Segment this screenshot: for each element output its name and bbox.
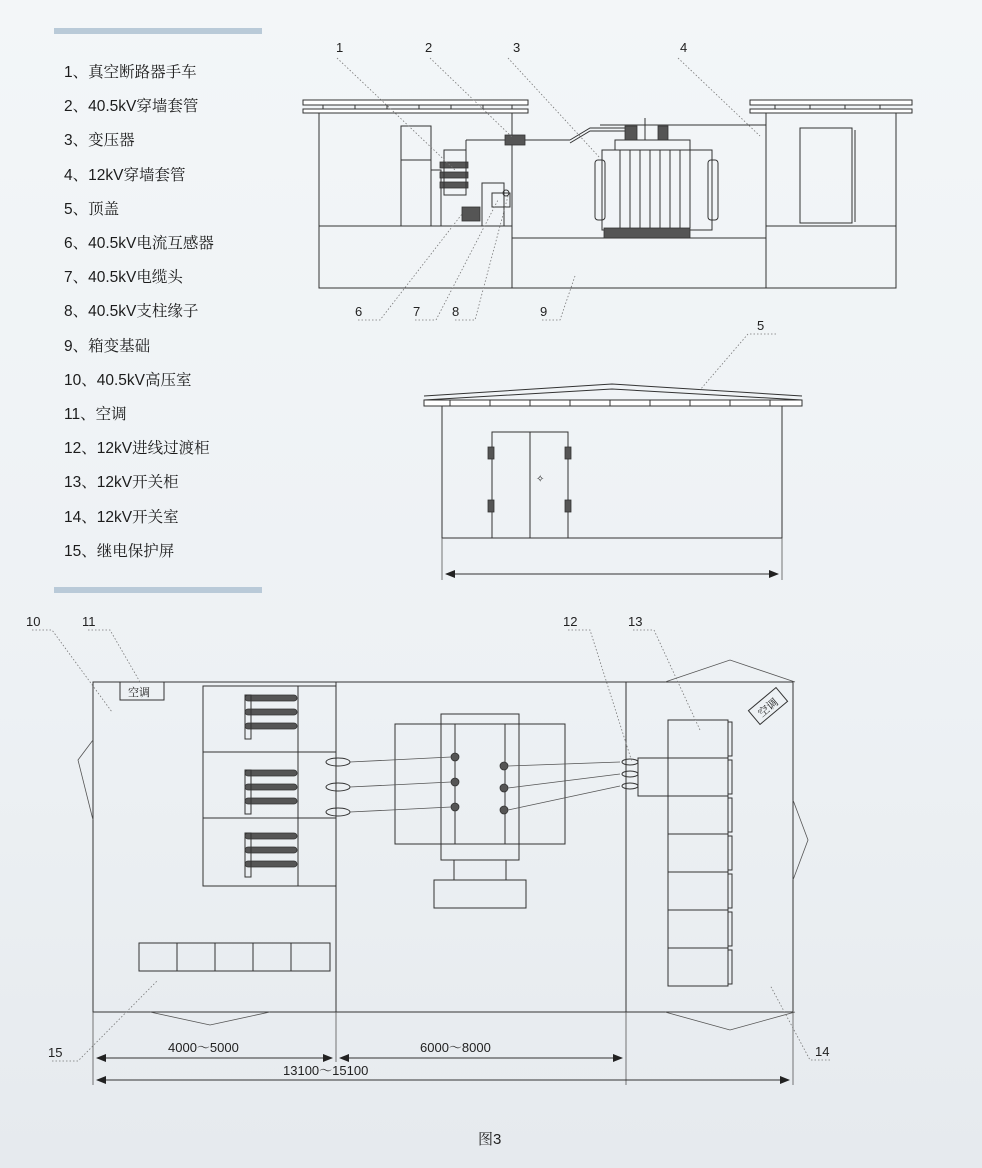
relay-protection-panels [139, 943, 330, 971]
dimension-middle: 6000～8000 [420, 1040, 491, 1055]
legend-item: 1、真空断路器手车 [64, 64, 197, 81]
legend-item: 7、40.5kV电缆头 [64, 269, 183, 287]
callout-12: 12 [563, 614, 578, 629]
breaker-group-1 [245, 695, 297, 739]
callout-3: 3 [513, 40, 521, 55]
legend-item: 13、12kV开关柜 [64, 474, 179, 492]
dimension-total: 13100～15100 [283, 1063, 369, 1078]
legend-item: 9、箱变基础 [64, 337, 151, 355]
dimension-left: 4000～5000 [168, 1040, 239, 1055]
legend-item: 15、继电保护屏 [64, 542, 175, 560]
figure-caption: 图3 [478, 1131, 502, 1148]
legend-item: 12、12kV进线过渡柜 [64, 440, 210, 458]
front-elevation-view [424, 318, 802, 580]
switch-cabinet-column [668, 720, 732, 986]
legend-item: 3、变压器 [64, 132, 135, 150]
callout-8: 8 [452, 304, 460, 319]
callout-9: 9 [540, 304, 548, 319]
ac-label-right: 空调 [756, 696, 781, 720]
callout-4: 4 [680, 40, 688, 55]
plan-view [26, 614, 830, 1085]
legend-item: 11、空调 [64, 406, 127, 424]
callout-13: 13 [628, 614, 643, 629]
legend-item: 5、顶盖 [64, 200, 120, 218]
legend-item: 10、40.5kV高压室 [64, 371, 192, 389]
callout-1: 1 [336, 40, 344, 55]
legend-item: 2、40.5kV穿墙套管 [64, 98, 199, 116]
legend-item: 4、12kV穿墙套管 [64, 166, 186, 184]
callout-2: 2 [425, 40, 433, 55]
svg-text:✧: ✧ [536, 474, 545, 485]
callout-15: 15 [48, 1045, 63, 1060]
callout-14: 14 [815, 1044, 830, 1059]
legend-item: 6、40.5kV电流互感器 [64, 235, 214, 253]
callout-5: 5 [757, 318, 765, 333]
ac-label-left: 空调 [128, 687, 150, 699]
legend-item: 14、12kV开关室 [64, 508, 179, 526]
breaker-group-2 [245, 770, 297, 814]
side-elevation-view [303, 40, 912, 320]
breaker-group-3 [245, 833, 297, 877]
callout-6: 6 [355, 304, 363, 319]
callout-11: 11 [82, 614, 96, 629]
legend-item: 8、40.5kV支柱缘子 [64, 303, 199, 321]
callout-7: 7 [413, 304, 421, 319]
callout-10: 10 [26, 614, 41, 629]
